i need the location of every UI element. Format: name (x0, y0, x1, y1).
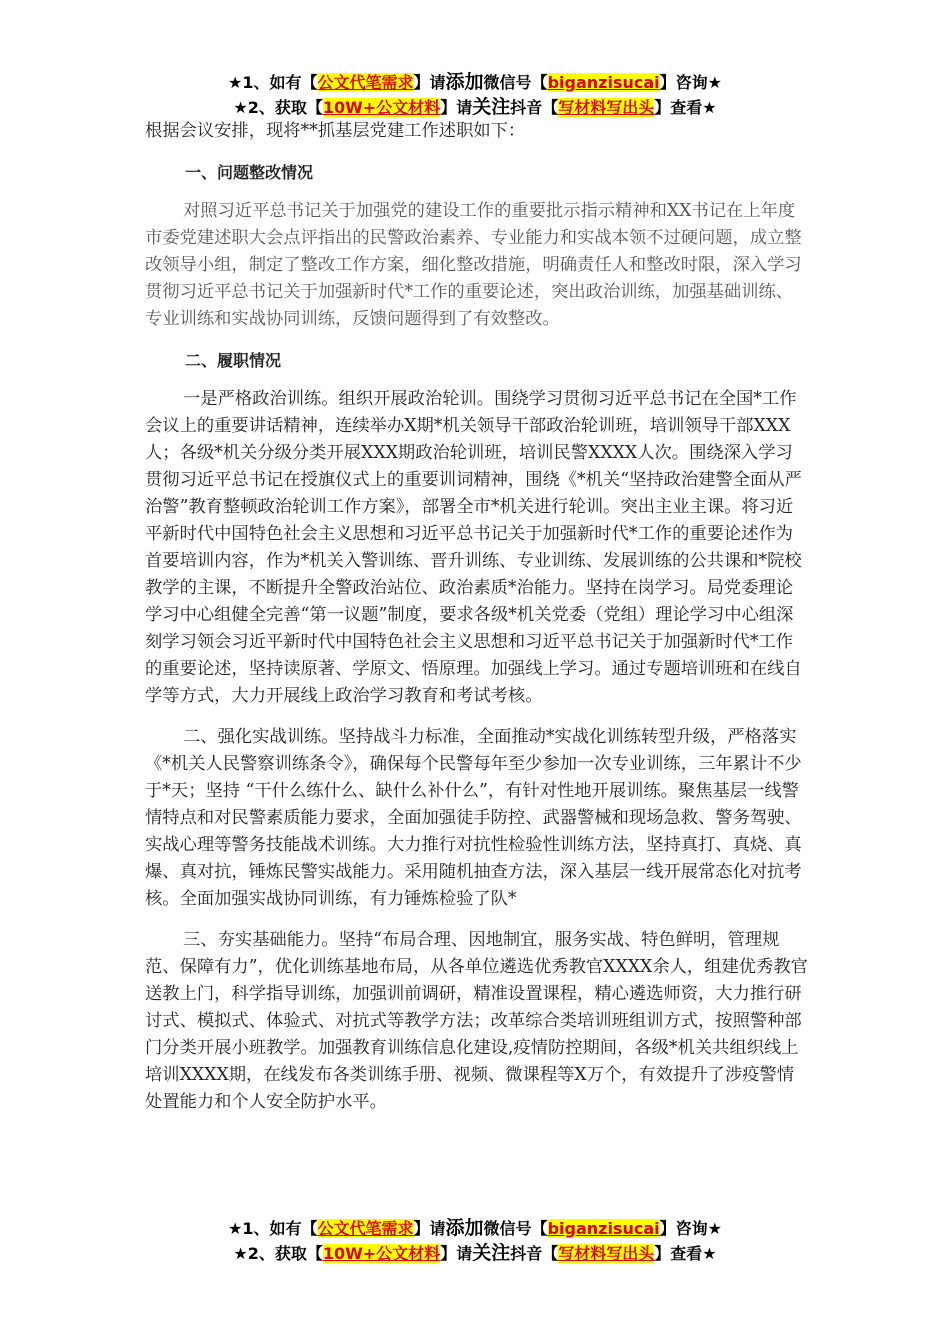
banner-line-2 (0, 95, 950, 120)
intro-paragraph: 根据会议安排，现将**抓基层党建工作述职如下： (145, 121, 526, 141)
banner-highlight: 10W+公文材料 (322, 1244, 441, 1263)
banner-highlight: 公文代笔需求 (317, 1219, 414, 1238)
banner-highlight: biganzisucai (547, 1219, 660, 1238)
banner-text: 】请 (413, 1219, 446, 1238)
section1-paragraph: 对照习近平总书记关于加强党的建设工作的重要批示指示精神和XX书记在上年度市委党建述职大会点评指出的民警政治素养、专业能力和实战本领不过硬问题，成立整改领导小组，制定了整改工作方案，细化整改措施，明确责任人和整改时限，深入学习贯彻习近平总书记关于加强新时代*工作的重要论述，突出政治训练，加强基础训练、专业训练和实战协同训练，反馈问题得到了有效整改。 (145, 201, 802, 329)
banner-highlight: 10W+公文材料 (322, 98, 441, 117)
banner-text: ★2、获取【 (233, 1244, 323, 1263)
banner-text: 】咨询★ (659, 73, 722, 92)
banner-emphasis: 添加 (445, 71, 484, 93)
banner-highlight: 写材料写出头 (558, 98, 655, 117)
banner-text: ★1、如有【 (228, 1219, 318, 1238)
item-paragraph-1: 一是严格政治训练。组织开展政治轮训。围绕学习贯彻习近平总书记在全国*工作会议上的重要讲话精神，连续举办X期*机关领导干部政治轮训班，培训领导干部XXX人；各级*机关分级分类开展XXX期政治轮训班，培训民警XXXX人次。围绕深入学习贯彻习近平总书记在授旗仪式上的重要训词精神，围绕《*机关“坚持政治建警全面从严治警”教育整顿政治轮训工作方案》，部署全市*机关进行轮训。突出主业主课。将习近平新时代中国特色社会主义思想和习近平总书记关于加强新时代*工作的重要论述作为首要培训内容，作为*机关入警训练、晋升训练、专业训练、发展训练的公共课和*院校教学的主课，不断提升全警政治站位、政治素质*治能力。坚持在岗学习。局党委理论学习中心组健全完善“第一议题”制度，要求各级*机关党委（党组）理论学习中心组深刻学习领会习近平新时代中国特色社会主义思想和习近平总书记关于加强新时代*工作的重要论述，坚持读原著、学原文、悟原理。加强线上学习。通过专题培训班和在线自学等方式，大力开展线上政治学习教育和考试考核。 (145, 389, 802, 706)
banner-text: 微信号【 (483, 73, 548, 92)
banner-text: 抖音【 (510, 98, 559, 117)
banner-text: 微信号【 (483, 1219, 548, 1238)
banner-text: 抖音【 (510, 1244, 559, 1263)
banner-highlight: biganzisucai (547, 73, 660, 92)
bottom-banner (0, 1216, 950, 1266)
section-heading-1: 一、问题整改情况 (185, 163, 314, 182)
banner-line-1 (0, 70, 950, 95)
banner-highlight: 写材料写出头 (558, 1244, 655, 1263)
banner-text: 】请 (440, 1244, 473, 1263)
section-heading-2: 二、履职情况 (185, 351, 282, 370)
banner-text: 】咨询★ (659, 1219, 722, 1238)
banner-text: ★2、获取【 (233, 98, 323, 117)
banner-emphasis: 关注 (472, 96, 511, 118)
banner-text: 】查看★ (654, 1244, 717, 1263)
banner-text: 】请 (413, 73, 446, 92)
banner-text: 】请 (440, 98, 473, 117)
banner-emphasis: 关注 (472, 1242, 511, 1264)
banner-line-2 (0, 1241, 950, 1266)
banner-text: ★1、如有【 (228, 73, 318, 92)
document-body (145, 118, 810, 1130)
banner-emphasis: 添加 (445, 1217, 484, 1239)
top-banner (0, 70, 950, 120)
item-paragraph-3: 三、夯实基础能力。坚持“布局合理、因地制宜，服务实战、特色鲜明，管理规范、保障有力”，优化训练基地布局，从各单位遴选优秀教官XXXX余人，组建优秀教官送教上门，科学指导训练，加强训前调研，精准设置课程，精心遴选师资，大力推行研讨式、模拟式、体验式、对抗式等教学方法；改革综合类培训班组训方式，按照警种部门分类开展小班教学。加强教育训练信息化建设,疫情防控期间，各级*机关共组织线上培训XXXX期，在线发布各类训练手册、视频、微课程等X万个，有效提升了涉疫警情处置能力和个人安全防护水平。 (145, 930, 808, 1112)
item-paragraph-2: 二、强化实战训练。坚持战斗力标准，全面推动*实战化训练转型升级，严格落实《*机关人民警察训练条令》，确保每个民警每年至少参加一次专业训练，三年累计不少于*天；坚持 “干什么练什么、缺什么补什么”，有针对性地开展训练。聚焦基层一线警情特点和对民警素质能力要求，全面加强徒手防控、武器警械和现场急救、警务驾驶、实战心理等警务技能战术训练。大力推行对抗性检验性训练方法，坚持真打、真烧、真爆、真对抗，锤炼民警实战能力。采用随机抽查方法，深入基层一线开展常态化对抗考核。全面加强实战协同训练，有力锤炼检验了队* (145, 727, 802, 909)
banner-highlight: 公文代笔需求 (317, 73, 414, 92)
banner-text: 】查看★ (654, 98, 717, 117)
banner-line-1 (0, 1216, 950, 1241)
